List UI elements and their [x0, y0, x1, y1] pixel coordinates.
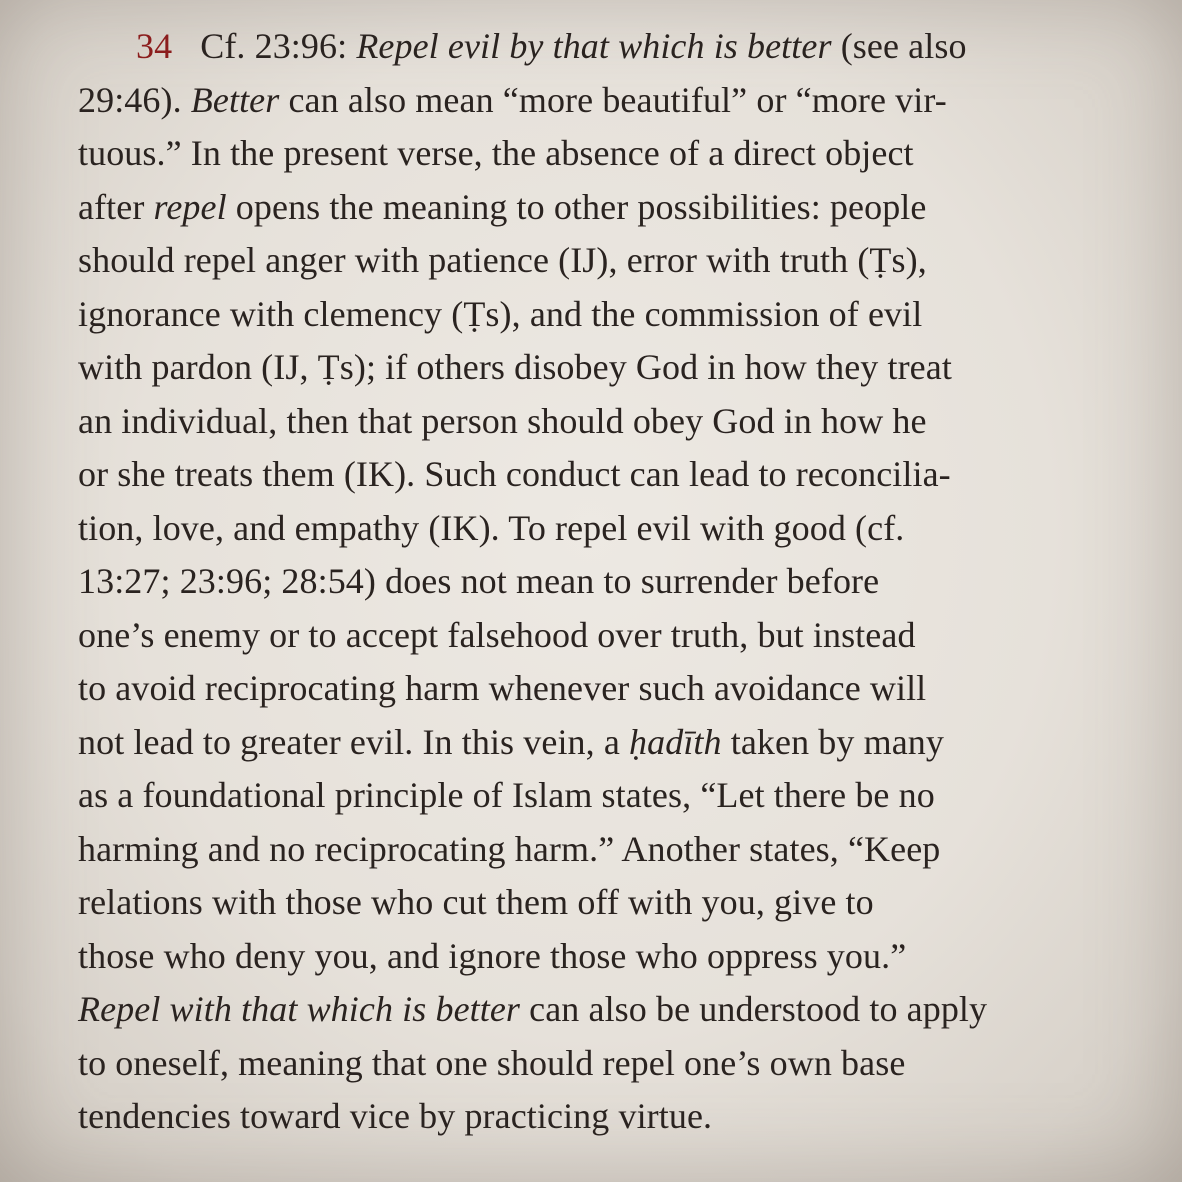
footnote-line	[78, 716, 1128, 770]
text-run: should repel anger with patience (IJ), error with truth (Ṭs),	[78, 240, 927, 280]
text-run: (see also	[831, 26, 967, 66]
footnote-number: 34	[136, 26, 173, 66]
footnote-line	[78, 395, 1128, 449]
footnote-line	[78, 930, 1128, 984]
text-run: or she treats them (IK). Such conduct can lead to reconcilia-	[78, 454, 951, 494]
text-run: ignorance with clemency (Ṭs), and the commission of evil	[78, 293, 923, 334]
text-run: Cf. 23:96:	[200, 26, 357, 66]
italic-phrase: Repel evil by that which is better	[356, 26, 832, 66]
footnote-line	[78, 181, 1128, 235]
footnote-line	[78, 555, 1128, 609]
footnote-line	[78, 769, 1128, 823]
footnote-line	[78, 823, 1128, 877]
text-run: not lead to greater evil. In this vein, a	[78, 721, 630, 762]
text-run: can also mean “more beautiful” or “more vir-	[279, 79, 947, 120]
footnote-line	[78, 234, 1128, 288]
italic-phrase: repel	[153, 186, 227, 227]
footnote-line	[78, 876, 1128, 930]
footnote-line	[78, 341, 1128, 395]
footnote-line	[78, 127, 1128, 181]
text-run: after	[78, 186, 154, 227]
text-run: tuous.” In the present verse, the absence of a direct object	[78, 133, 914, 173]
italic-phrase: ḥadīth	[629, 721, 722, 762]
text-run: those who deny you, and ignore those who oppress you.”	[78, 935, 907, 976]
italic-phrase: Better	[190, 79, 280, 120]
footnote-line	[78, 1037, 1128, 1091]
text-run: as a foundational principle of Islam states, “Let there be no	[78, 775, 935, 815]
text-run: to avoid reciprocating harm whenever such avoidance will	[78, 668, 927, 708]
footnote-line	[78, 609, 1128, 663]
text-run: an individual, then that person should obey God in how he	[78, 400, 927, 441]
text-run: tion, love, and empathy (IK). To repel evil with good (cf.	[78, 507, 905, 548]
text-run: opens the meaning to other possibilities: people	[226, 186, 927, 227]
text-run: to oneself, meaning that one should repel one’s own base	[78, 1042, 906, 1083]
footnote-line	[78, 983, 1128, 1037]
footnote-line	[78, 448, 1128, 502]
footnote-line	[78, 502, 1128, 556]
text-run: relations with those who cut them off with you, give to	[78, 882, 874, 922]
footnote-line	[78, 74, 1128, 128]
footnote-34	[78, 20, 1128, 1144]
text-run: harming and no reciprocating harm.” Another states, “Keep	[78, 828, 941, 869]
text-run: 29:46).	[78, 79, 191, 120]
text-run: one’s enemy or to accept falsehood over truth, but instead	[78, 614, 916, 655]
footnote-line	[78, 1090, 1128, 1144]
text-run: 13:27; 23:96; 28:54) does not mean to surrender before	[78, 561, 880, 601]
text-run: can also be understood to apply	[520, 989, 988, 1029]
text-run: with pardon (IJ, Ṭs); if others disobey God in how they treat	[78, 347, 952, 387]
footnote-line	[78, 662, 1128, 716]
text-run: taken by many	[721, 721, 944, 762]
italic-phrase: Repel with that which is better	[78, 989, 521, 1029]
footnote-line	[78, 288, 1128, 342]
text-run: tendencies toward vice by practicing virtue.	[78, 1096, 713, 1136]
footnote-line	[78, 20, 1128, 74]
